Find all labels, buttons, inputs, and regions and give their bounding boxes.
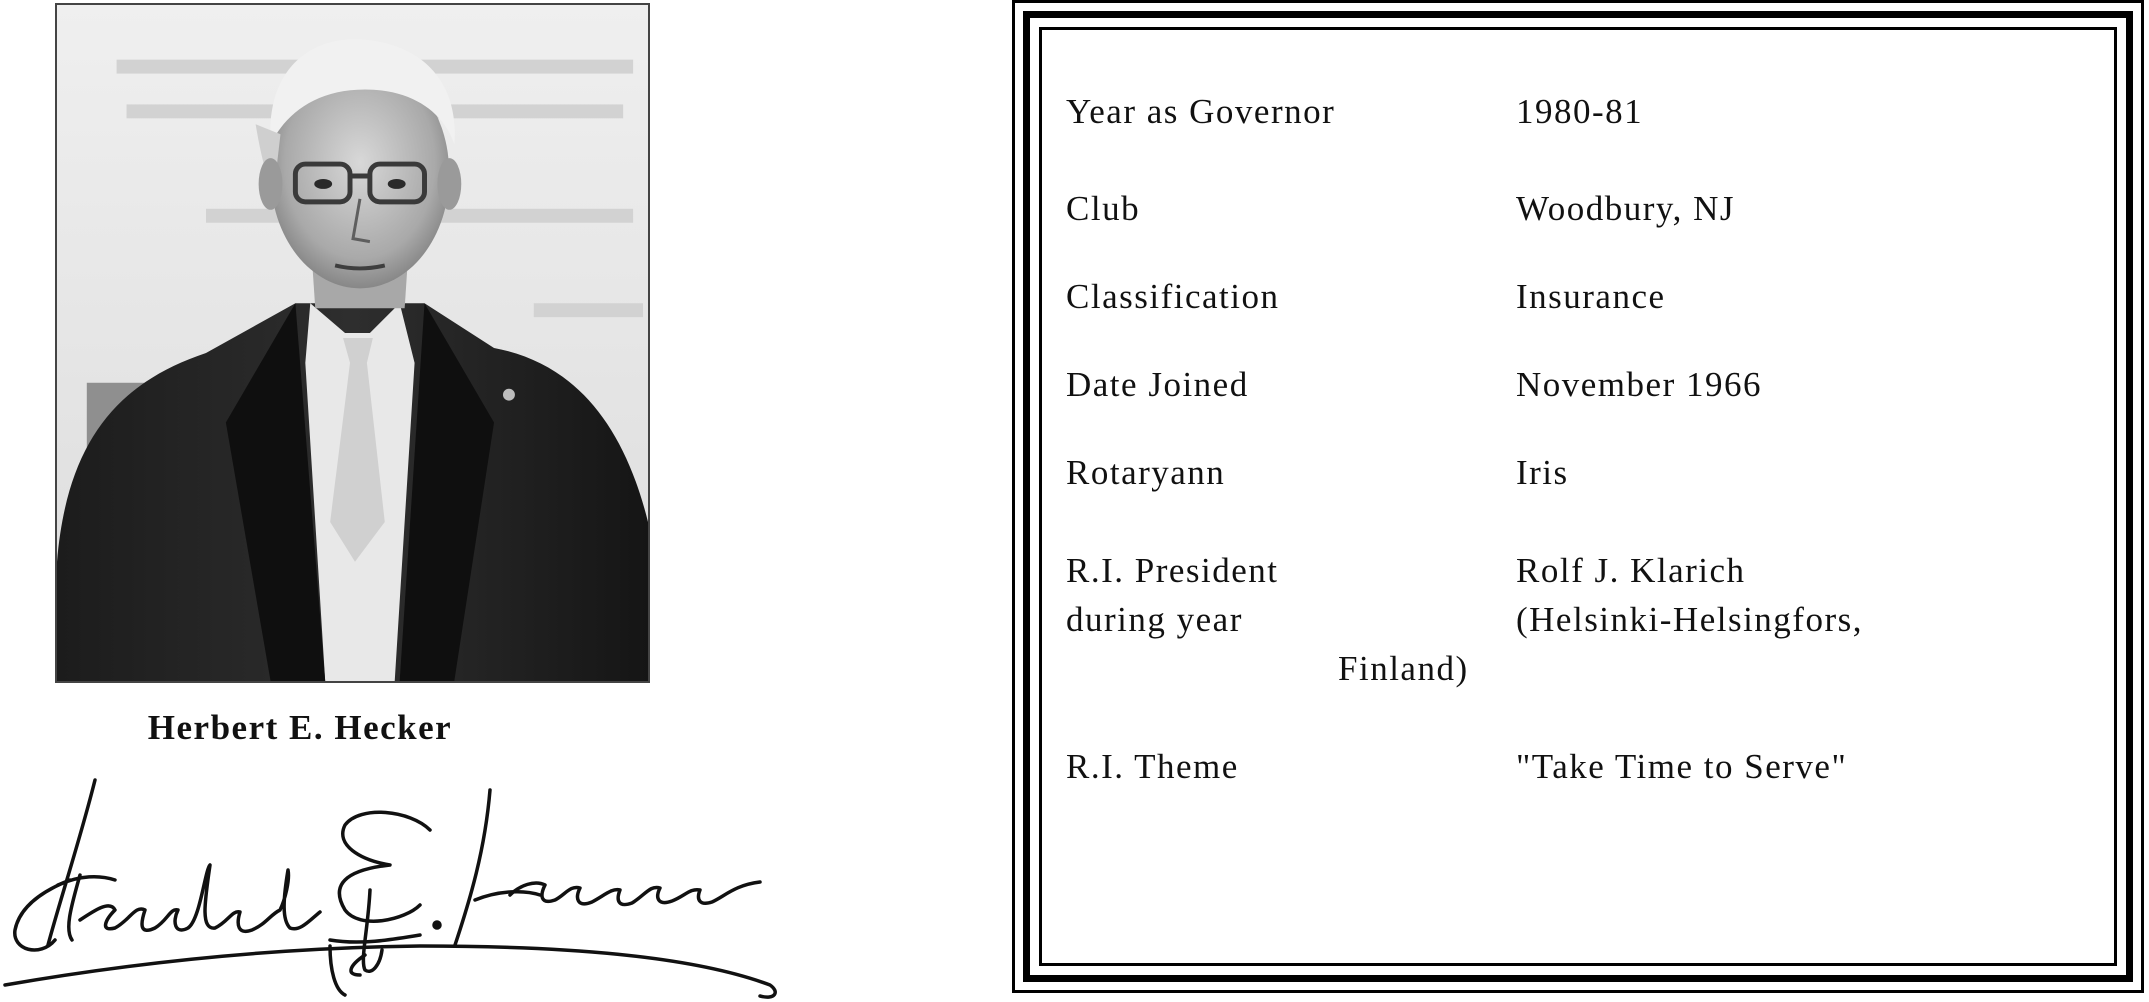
info-value: Insurance [1516, 277, 1666, 316]
info-value: Rolf J. Klarich (Helsinki-Helsingfors, [1516, 551, 1863, 639]
info-label: Club [1066, 189, 1141, 228]
info-value-continuation: Finland) [1338, 649, 1469, 688]
info-value: Iris [1516, 453, 1569, 492]
info-label: Year as Governor [1066, 92, 1336, 131]
info-label: Date Joined [1066, 365, 1249, 404]
info-label: Classification [1066, 277, 1280, 316]
signature-image [0, 770, 790, 1000]
info-label: R.I. President during year [1066, 551, 1279, 639]
person-name: Herbert E. Hecker [147, 708, 453, 747]
info-label: R.I. Theme [1066, 747, 1239, 786]
info-value: "Take Time to Serve" [1516, 747, 1848, 786]
info-value: Woodbury, NJ [1516, 189, 1736, 228]
portrait-photo [55, 3, 650, 683]
info-value: November 1966 [1516, 365, 1762, 404]
portrait-image [57, 5, 648, 681]
handwritten-signature [0, 770, 790, 1000]
info-label: Rotaryann [1066, 453, 1226, 492]
info-value: 1980-81 [1516, 92, 1644, 131]
